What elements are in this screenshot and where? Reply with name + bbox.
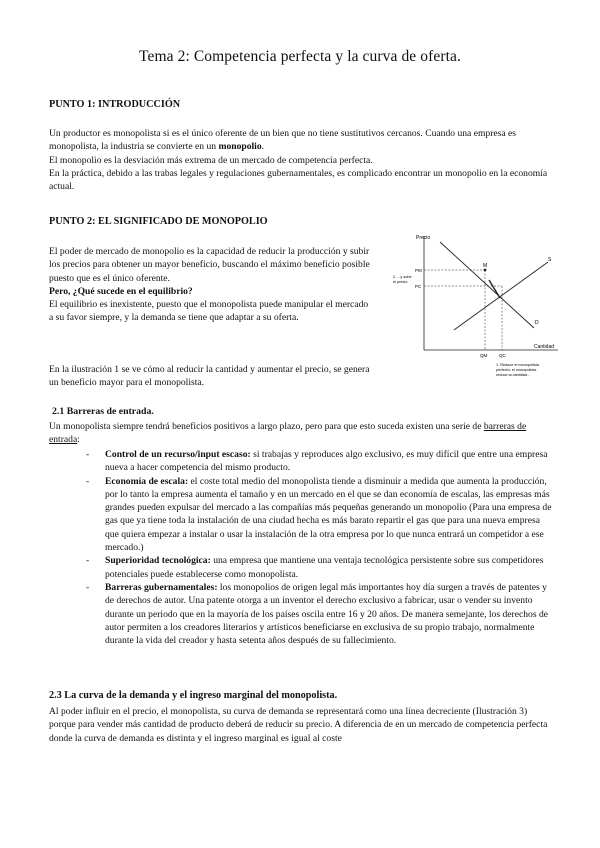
monopolio-term: monopolio [218,141,262,153]
left-note-line-1: 2. ...y sube [393,275,412,279]
caption-line-3: reduce la cantidad... [496,373,531,377]
left-note-line-2: el precio. [393,280,409,284]
punto2-paragraph-1: El poder de mercado de monopolio es la capacidad de reducir la producción y subir los precios para obtener un mayor beneficio, buscando el máximo beneficio posible puesto que es el único oferente. [49,246,370,284]
list-item: - Barreras gubernamentales: los monopolios de origen legal más importantes hoy día surgen a través de patentes y de derechos de autor. Una patente otorga a un inventor el derecho exclusivo a fabricar, usar o vender su invento durante un periodo que en la mayoría de los países oscila entre 16 y 20 años. De manera semejante, los derechos de autor permiten a los creadores literarios y artísticos beneficiarse en exclusiva de su propio trabajo, normalmente durante la vida del creador y hasta setenta años después de su fallecimiento. [86,581,549,647]
punto2-text [49,245,374,325]
barriers-list [86,448,556,647]
monopoly-point [484,269,487,272]
punto1-text [49,127,554,193]
y-axis-label: Precio [416,235,431,241]
section-heading-punto2: PUNTO 2: EL SIGNIFICADO DE MONOPOLIO [49,216,268,227]
pc-label: PC [415,284,422,289]
section-heading-punto1: PUNTO 1: INTRODUCCIÓN [49,99,181,110]
list-item: - Superioridad tecnológica: una empresa que mantiene una ventaja tecnológica persistente sobre sus competidores potenciales puede establecerse como monopolista. [86,555,544,580]
pm-label: PM [415,268,422,273]
demand-arrow [489,280,500,298]
list-item: - Economía de escala: el coste total medio del monopolista tiende a disminuir a medida que aumenta la producción, por lo tanto la empresa aumenta el tamaño y en un mercado en el que se dan economía de escalas, las empresas más grandes pueden expulsar del mercado a las compañías más pequeñas generando un monopolio (Para una empresa de gas que ya tiene toda la instalación de una ciudad hecha es más barato repartir el gas que para una nueva empresa que quiera empezar a instalar o usar la instalación de la otra empresa por lo que nunca entrará un competidor a ese mercado.) [86,475,552,554]
barreras-term: barreras de entrada [49,421,527,446]
punto2-paragraph-2: El equilibrio es inexistente, puesto que el monopolista puede manipular el mercado a su favor siempre, y la demanda se tiene que adaptar a su oferta. [49,299,369,324]
demand-label: D [535,320,539,326]
monopoly-point-label: M [483,263,488,269]
x-axis-label: Cantidad [534,344,555,350]
punto1-paragraph-3: En la práctica, debido a las trabas legales y regulaciones gubernamentales, es complicado encontrar un monopolio en la economía actual. [49,167,548,193]
punto1-paragraph-2: El monopolio es la desviación más extrema de un mercado de competencia perfecta. [49,154,373,166]
caption-line-2: perfecto: el monopolista [496,368,537,372]
monopoly-graph [392,228,560,378]
supply-label: S [548,257,552,263]
punto2-question: Pero, ¿Qué sucede en el equilibrio? [49,285,193,297]
supply-curve [454,262,548,330]
page-title: Tema 2: Competencia perfecta y la curva de oferta. [139,48,461,65]
qc-label: QC [499,353,506,358]
section-heading-2-3: 2.3 La curva de la demanda y el ingreso marginal del monopolista. [49,690,338,701]
punto1-paragraph-1: Un productor es monopolista si es el único oferente de un bien que no tiene sustitutivos cercanos. Cuando una empresa es monopolista, la industria se convierte en un monopolio. [49,128,517,153]
demand-curve [440,242,534,328]
section-heading-2-1: 2.1 Barreras de entrada. [52,406,154,417]
section23-text: Al poder influir en el precio, el monopolista, su curva de demanda se representará como una línea decreciente (Ilustración 3) porque para vender más cantidad de producto deberá de reducir su precio. A diferencia de en un mercado de competencia perfecta donde la curva de demanda es distinta y el ingreso marginal es igual al coste [49,706,548,744]
list-item: - Control de un recurso/input escaso: si trabajas y reproduces algo exclusivo, es muy difícil que entre una empresa nueva a hacer competencia del mismo producto. [86,449,548,474]
caption-line-1: 1. Reduce el monopolista [496,363,539,367]
qm-label: QM [480,353,488,358]
section21-intro: Un monopolista siempre tendrá beneficios positivos a largo plazo, pero para que esto suceda existen una serie de barreras de entrada: [49,421,527,446]
punto2-paragraph-3: En la ilustración 1 se ve cómo al reducir la cantidad y aumentar el precio, se genera un beneficio mayor para el monopolista. [49,364,370,389]
